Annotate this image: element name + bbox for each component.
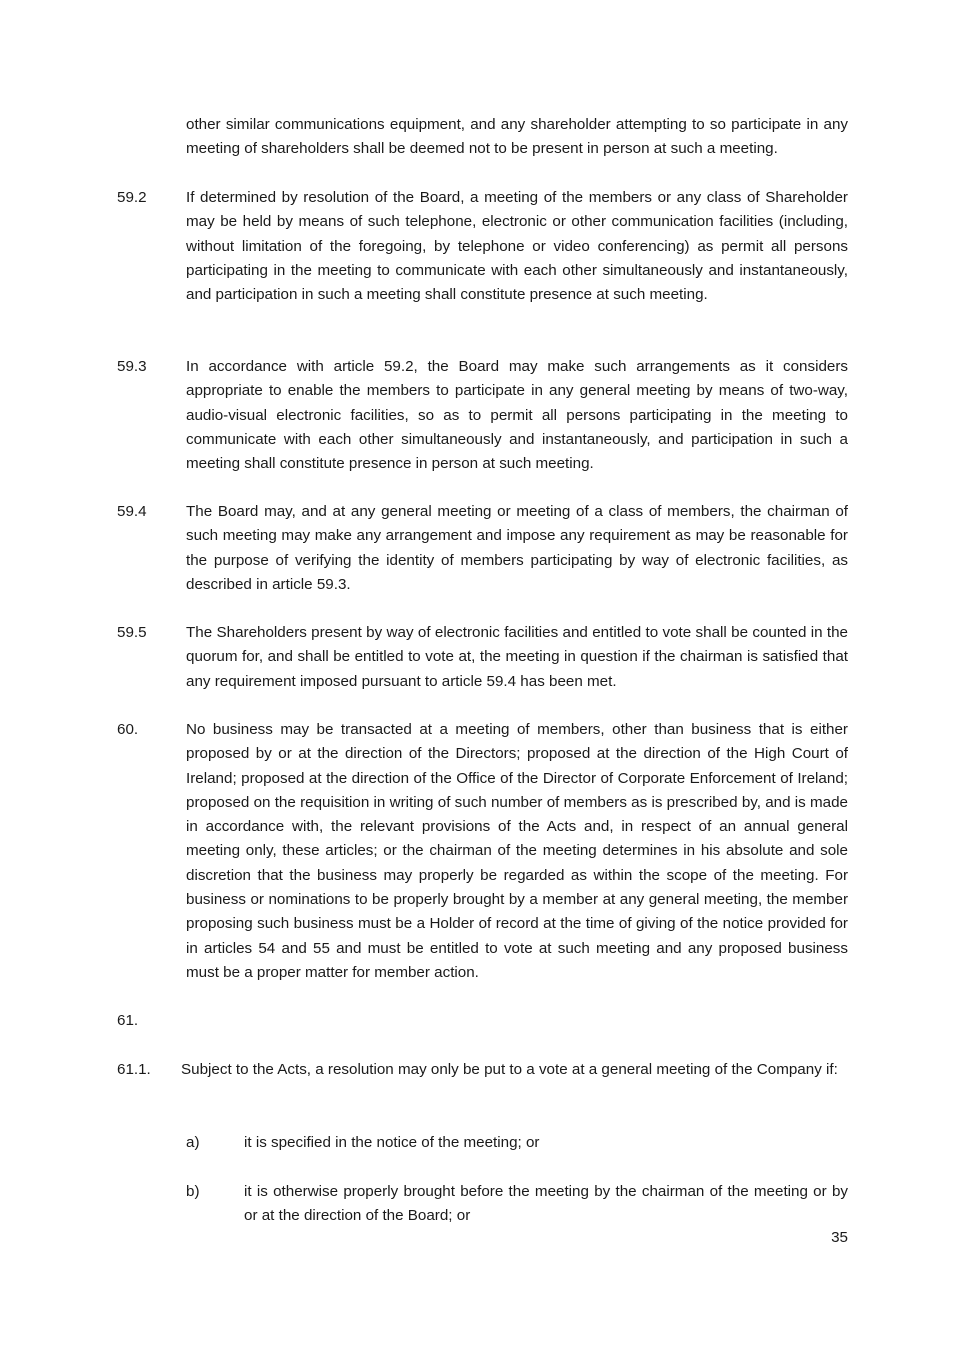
paragraph-text: other similar communications equipment, and any shareholder attempting to so participate in any meeting of shareholders shall be deemed not to be present in person at such a meeting.	[186, 116, 848, 158]
paragraph-number: 59.3	[117, 358, 147, 375]
subitem-a	[186, 1131, 848, 1155]
paragraph-number: 59.2	[117, 189, 147, 206]
paragraph-number: 61.	[117, 1012, 139, 1029]
paragraph-text: No business may be transacted at a meeting of members, other than business that is either proposed by or at the direction of the Directors; proposed at the direction of the High Court of Ireland; proposed at the direction of the Office of the Director of Corporate Enforcement of Ireland; proposed on the requisition in writing of such number of members as is prescribed by, and is made in accordance with, the relevant provisions of the Acts and, in respect of an annual general meeting only, these articles; or the chairman of the meeting determines in his absolute and sole discretion that the business may properly be regarded as within the scope of the meeting. For business or nominations to be properly brought by a member at any general meeting, the member proposing such business must be a Holder of record at the time of giving of the notice provided for in articles 54 and 55 and must be entitled to vote at such meeting and any proposed business must be a proper matter for member action.	[186, 721, 848, 981]
paragraph-60	[117, 718, 848, 985]
paragraph-number: 60.	[117, 721, 139, 738]
paragraph-text: The Board may, and at any general meeting or meeting of a class of members, the chairman of such meeting may make any arrangement and impose any requirement as may be reasonable for the purpose of verifying the identity of members participating by way of electronic facilities, as described in article 59.3.	[186, 503, 848, 593]
paragraph-59-5	[117, 621, 848, 694]
subitem-label: b)	[186, 1183, 200, 1200]
paragraph-59-2	[117, 186, 848, 307]
subitem-text: it is specified in the notice of the meeting; or	[244, 1134, 540, 1151]
paragraph-text: In accordance with article 59.2, the Board may make such arrangements as it considers appropriate to enable the members to participate in any general meeting by means of two-way, audio-visual electronic facilities, so as to permit all persons participating in the meeting to communicate with each other simultaneously and instantaneously, and participation in such a meeting shall constitute presence in person at such meeting.	[186, 358, 848, 473]
paragraph-number: 59.4	[117, 503, 147, 520]
page-number: 35	[831, 1229, 848, 1246]
paragraph-61-1	[117, 1058, 848, 1082]
subitem-label: a)	[186, 1134, 200, 1151]
subitem-text: it is otherwise properly brought before the meeting by the chairman of the meeting or by or at the direction of the Board; or	[244, 1183, 848, 1225]
paragraph-59-3	[117, 355, 848, 476]
continuation-paragraph	[117, 113, 848, 162]
paragraph-text: The Shareholders present by way of electronic facilities and entitled to vote shall be counted in the quorum for, and shall be entitled to vote at, the meeting in question if the chairman is satisfied that any requirement imposed pursuant to article 59.4 has been met.	[186, 624, 848, 690]
paragraph-text: Subject to the Acts, a resolution may only be put to a vote at a general meeting of the Company if:	[181, 1061, 838, 1078]
subitem-b	[186, 1180, 848, 1229]
paragraph-number: 61.1.	[117, 1061, 151, 1078]
paragraph-text: If determined by resolution of the Board, a meeting of the members or any class of Shareholder may be held by means of such telephone, electronic or other communication facilities (including, without limitation of the foregoing, by telephone or video conferencing) as permit all persons participating in the meeting to communicate with each other simultaneously and instantaneously, and participation in such a meeting shall constitute presence at such meeting.	[186, 189, 848, 304]
paragraph-number: 59.5	[117, 624, 147, 641]
paragraph-59-4	[117, 500, 848, 597]
